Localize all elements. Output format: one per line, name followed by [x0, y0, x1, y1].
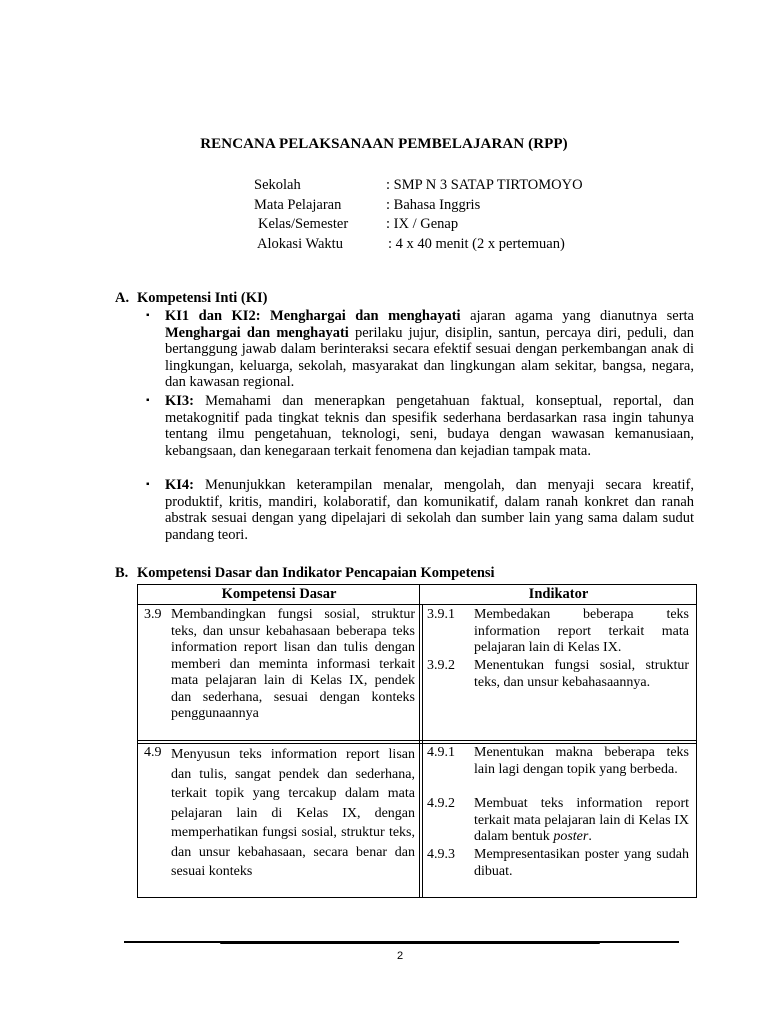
competency-table	[137, 584, 697, 898]
footer-rule-accent	[220, 942, 600, 944]
table-header	[138, 585, 696, 605]
ki4-label: KI4:	[165, 477, 194, 493]
indicator-number: 4.9.3	[427, 847, 455, 862]
indicator-number: 4.9.2	[427, 796, 455, 811]
info-value: : IX / Genap	[386, 216, 459, 232]
indicator-text: Mempresentasikan poster yang sudah dibuat.	[474, 847, 689, 879]
kd-number: 4.9	[144, 745, 162, 760]
info-value: : 4 x 40 menit (2 x pertemuan)	[388, 235, 565, 252]
info-label: Alokasi Waktu	[257, 235, 343, 252]
section-title: Kompetensi Dasar dan Indikator Pencapaian Kompetensi	[137, 565, 495, 581]
bullet-icon: ▪	[146, 310, 150, 321]
info-row-time	[254, 235, 583, 255]
ki1-phrase: ajaran agama yang dianutnya serta	[470, 308, 694, 324]
indicator-text	[474, 796, 689, 846]
document-title: RENCANA PELAKSANAAN PEMBELAJARAN (RPP)	[200, 136, 568, 152]
ki1-label: KI1 dan KI2:	[165, 308, 261, 324]
section-b-heading	[115, 565, 495, 582]
ki1-phrase-2: perilaku jujur, disiplin, santun, percaya diri, peduli, dan bertanggung jawab dalam berinteraksi secara efektif sesuai dengan perkembangan anak di lingkungan, keluarga, sekolah, masyarakat dan lingkungan alam sekitar, bangsa, negara, dan kawasan regional.	[165, 324, 694, 391]
ki4-description: Menunjukkan keterampilan menalar, mengolah, dan menyaji secara kreatif, produktif, kritis, mandiri, kolaboratif, dan komunikatif, dalam ranah konkret dan ranah abstrak sesuai dengan yang dipelajari di sekolah dan sumber lain yang sama dalam sudut pandang teori.	[165, 477, 695, 543]
indicator-number: 3.9.1	[427, 607, 455, 622]
info-row-class	[254, 215, 583, 235]
section-letter: B.	[115, 565, 129, 581]
info-label: Mata Pelajaran	[254, 196, 342, 213]
school-info-block	[254, 176, 583, 254]
column-divider	[422, 604, 423, 897]
indicator-text: Menentukan makna beberapa teks lain lagi dengan topik yang berbeda.	[474, 745, 689, 777]
row-divider	[138, 740, 696, 744]
kd-text: Menyusun teks information report lisan dan tulis, sangat pendek dan sederhana, terkait topik yang tercakup dalam mata pelajaran lain di Kelas IX, dengan memperhatikan fungsi sosial, struktur teks, dan unsur kebahasaan, secara benar dan sesuai konteks	[171, 747, 415, 879]
indicator-number: 3.9.2	[427, 658, 455, 673]
indicator-text: Membedakan beberapa teks information report terkait mata pelajaran lain di Kelas IX.	[474, 607, 689, 655]
header-kompetensi-dasar: Kompetensi Dasar	[221, 586, 337, 602]
section-letter: A.	[115, 290, 130, 306]
indicator-text: Menentukan fungsi sosial, struktur teks, dan unsur kebahasaannya.	[474, 658, 689, 690]
indicator-number: 4.9.1	[427, 745, 455, 760]
info-row-subject	[254, 196, 583, 216]
ki3-text	[165, 393, 694, 459]
page-number: 2	[396, 950, 404, 962]
kd-text: Membandingkan fungsi sosial, struktur teks, dan unsur kebahasaan beberapa teks information report lisan dan tulis dengan memberi dan meminta informasi terkait mata pelajaran lain di Kelas IX, pendek dan sederhana, sesuai dengan konteks penggunaannya	[171, 607, 415, 721]
ki3-description: Memahami dan menerapkan pengetahuan faktual, konseptual, reportal, dan metakognitif pada tingkat teknis dan spesifik sederhana berdasarkan rasa ingin tahunya tentang ilmu pengetahuan, teknologi, seni, budaya dengan wawasan kemanusiaan, kebangsaan, dan kenegaraan terkait fenomena dan kejadian tampak mata.	[165, 393, 695, 459]
info-row-school	[254, 176, 583, 196]
info-value: : SMP N 3 SATAP TIRTOMOYO	[386, 177, 583, 193]
header-indikator: Indikator	[528, 586, 589, 602]
kd-number: 3.9	[144, 607, 162, 622]
bullet-icon: ▪	[146, 479, 150, 490]
indicator-emphasis: poster	[553, 829, 589, 844]
section-a-heading	[115, 290, 268, 307]
ki1-bold-phrase-2: Menghargai dan menghayati	[165, 324, 349, 341]
bullet-icon: ▪	[146, 395, 150, 406]
ki4-text	[165, 477, 694, 543]
ki1-bold-phrase: Menghargai dan menghayati	[270, 308, 461, 324]
ki3-label: KI3:	[165, 393, 194, 409]
info-label: Kelas/Semester	[258, 216, 349, 232]
indicator-text-part: Membuat teks information report terkait mata pelajaran lain di Kelas IX dalam bentuk	[474, 796, 689, 844]
ki1-text	[165, 308, 694, 391]
indicator-text-end: .	[588, 829, 592, 844]
section-title: Kompetensi Inti (KI)	[137, 290, 268, 306]
info-value: : Bahasa Inggris	[386, 196, 481, 213]
info-label: Sekolah	[254, 177, 301, 193]
